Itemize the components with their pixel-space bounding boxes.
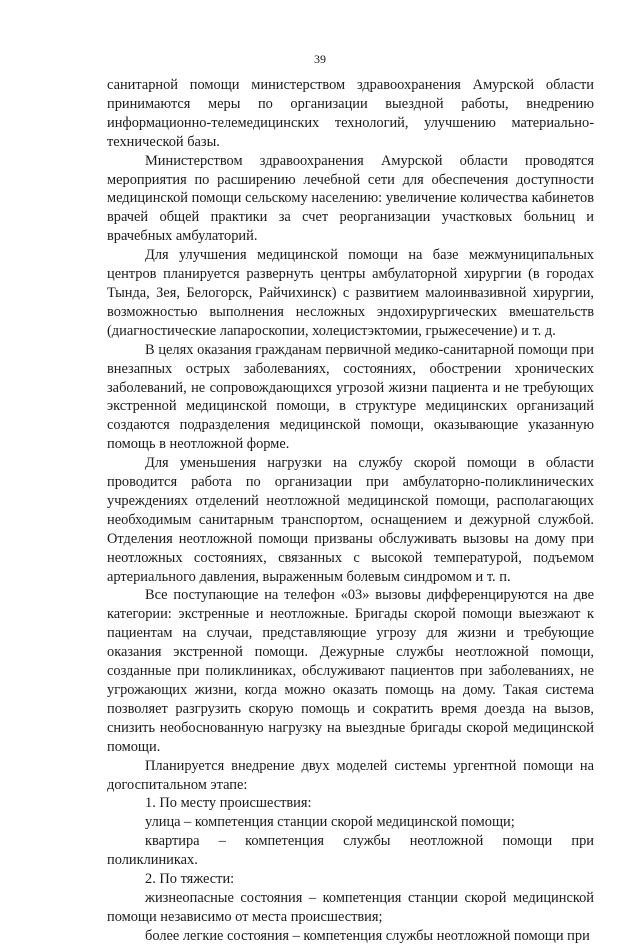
- list-heading: 1. По месту происшествия:: [145, 795, 312, 812]
- paragraph: Все поступающие на телефон «03» вызовы дифференцируются на две категории: экстренные и неотложные. Бригады скорой помощи выезжают к пациентам на случаи, представляющие угрозу для жизни и требующие оказания экстренной помощи. Дежурные службы неотложной помощи, созданные при поликлиниках, обслуживают пациентов при заболеваниях, не угрожающих жизни, когда можно оказать помощь на дому. Такая система позволяет разгрузить скорую помощь и сократить время доезда на вызов, снизить необоснованную нагрузку на выездные бригады скорой медицинской помощи.: [107, 587, 594, 755]
- list-heading: 2. По тяжести:: [145, 871, 235, 888]
- paragraph: Министерством здравоохранения Амурской области проводятся мероприятия по расширению лечебной сети для обеспечения доступности медицинской помощи сельскому населению: увеличение количества кабинетов врачей общей практики за счет реорганизации участковых больниц и врачебных амбулаторий.: [107, 152, 594, 245]
- paragraph-continuation: санитарной помощи министерством здравоохранения Амурской области принимаются меры по организации выездной работы, внедрению информационно-телемедицинских технологий, улучшению материально-технической базы.: [107, 77, 594, 150]
- list-item: улица – компетенция станции скорой медицинской помощи;: [145, 814, 515, 831]
- paragraph: Планируется внедрение двух моделей системы ургентной помощи на догоспитальном этапе:: [107, 757, 594, 793]
- page-number: 39: [314, 52, 326, 66]
- paragraph: В целях оказания гражданам первичной медико-санитарной помощи при внезапных острых заболеваниях, состояниях, обострении хронических заболеваний, не сопровождающихся угрозой жизни пациента и не требующих экстренной медицинской помощи, в структуре медицинских организаций создаются подразделения медицинской помощи, оказывающие указанную помощь в неотложной форме.: [107, 341, 594, 453]
- list-item: более легкие состояния – компетенция службы неотложной помощи при: [145, 927, 590, 944]
- paragraph: Для улучшения медицинской помощи на базе межмуниципальных центров планируется развернуть центры амбулаторной хирургии (в городах Тында, Зея, Белогорск, Райчихинск) с развитием малоинвазивной хирургии, возможностью выполнения несложных эндохирургических вмешательств (диагностические лапароскопии, холецистэктомии, грыжесечение) и т. д.: [107, 247, 594, 339]
- paragraph: Для уменьшения нагрузки на службу скорой помощи в области проводится работа по организации при амбулаторно-поликлинических учреждениях отделений неотложной медицинской помощи, располагающих необходимым санитарным транспортом, оснащением и дежурной службой. Отделения неотложной помощи призваны обслуживать вызовы на дому при неотложных состояниях, связанных с высокой температурой, подъемом артериального давления, выраженным болевым синдромом и т. п.: [107, 455, 594, 585]
- list-item: жизнеопасные состояния – компетенция станции скорой медицинской помощи независимо от места происшествия;: [107, 889, 594, 925]
- list-item: квартира – компетенция службы неотложной помощи при поликлиниках.: [107, 833, 594, 869]
- page-body: [107, 76, 594, 946]
